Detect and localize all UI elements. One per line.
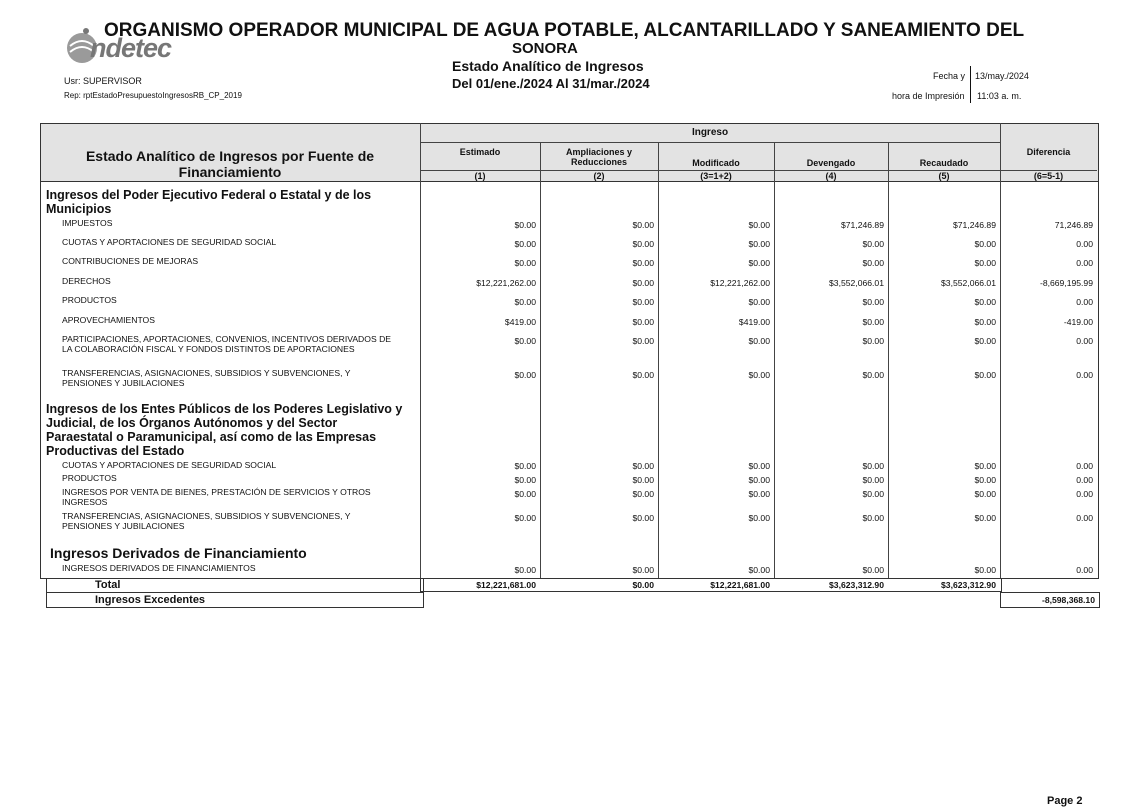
- table-cell: 0.00: [1076, 513, 1093, 523]
- row-label: DERECHOS: [62, 276, 111, 286]
- table-cell: $0.00: [514, 475, 536, 485]
- column-header-4: Recaudado: [919, 158, 969, 168]
- total-label: Total: [95, 579, 121, 591]
- row-label: CUOTAS Y APORTACIONES DE SEGURIDAD SOCIAL: [62, 237, 277, 247]
- table-cell: $0.00: [974, 475, 996, 485]
- table-cell: $0.00: [748, 513, 770, 523]
- table-cell: $0.00: [748, 258, 770, 268]
- table-cell: $0.00: [862, 370, 884, 380]
- row-label: CUOTAS Y APORTACIONES DE SEGURIDAD SOCIAL: [62, 460, 277, 470]
- table-cell: $0.00: [514, 513, 536, 523]
- table-cell: $0.00: [514, 297, 536, 307]
- table-cell: $12,221,262.00: [710, 278, 770, 288]
- table-cell: $0.00: [632, 461, 654, 471]
- excedentes-value: -8,598,368.10: [1041, 595, 1095, 605]
- table-cell: $0.00: [632, 565, 654, 575]
- table-cell: $0.00: [748, 461, 770, 471]
- table-cell: $0.00: [748, 370, 770, 380]
- table-cell: $0.00: [748, 220, 770, 230]
- time-label: hora de Impresión: [892, 91, 965, 101]
- table-cell: 0.00: [1076, 475, 1093, 485]
- table-cell: $0.00: [974, 565, 996, 575]
- table-cell: $0.00: [974, 461, 996, 471]
- table-cell: $0.00: [748, 297, 770, 307]
- table-cell: 71,246.89: [1054, 220, 1093, 230]
- table-cell: $0.00: [748, 489, 770, 499]
- row-label: PRODUCTOS: [62, 295, 117, 305]
- table-title: Estado Analítico de Ingresos por Fuente de Financiamiento: [85, 148, 375, 180]
- report-title: Estado Analítico de Ingresos: [452, 58, 644, 74]
- table-cell: $0.00: [632, 489, 654, 499]
- table-cell: 0.00: [1076, 370, 1093, 380]
- table-cell: 0.00: [1076, 297, 1093, 307]
- table-cell: $0.00: [862, 475, 884, 485]
- table-cell: $0.00: [862, 336, 884, 346]
- table-cell: $0.00: [514, 461, 536, 471]
- total-cell: $12,221,681.00: [710, 580, 770, 590]
- table-cell: $71,246.89: [952, 220, 996, 230]
- row-label: IMPUESTOS: [62, 218, 113, 228]
- row-label: CONTRIBUCIONES DE MEJORAS: [62, 256, 199, 266]
- column-header-2: Modificado: [692, 158, 740, 168]
- page-number: Page 2: [1047, 795, 1083, 807]
- row-label: PARTICIPACIONES, APORTACIONES, CONVENIOS, INCENTIVOS DERIVADOS DE LA COLABORACIÓN FISCAL Y FONDOS DISTINTOS DE APORTACIONES: [62, 334, 392, 354]
- table-cell: $0.00: [748, 565, 770, 575]
- table-cell: $0.00: [632, 336, 654, 346]
- ingreso-group-header: Ingreso: [691, 127, 729, 138]
- table-cell: $3,552,066.01: [941, 278, 996, 288]
- column-code-5: (6=5-1): [1033, 171, 1064, 181]
- user-label: Usr: SUPERVISOR: [64, 76, 142, 86]
- column-code-4: (5): [938, 171, 950, 181]
- table-cell: $419.00: [504, 317, 536, 327]
- section-title: Ingresos Derivados de Financiamiento: [50, 545, 307, 561]
- table-cell: $0.00: [514, 258, 536, 268]
- table-cell: $0.00: [862, 565, 884, 575]
- total-cell: $12,221,681.00: [476, 580, 536, 590]
- table-cell: $0.00: [514, 565, 536, 575]
- table-cell: $0.00: [862, 297, 884, 307]
- table-cell: $71,246.89: [840, 220, 884, 230]
- table-cell: $0.00: [632, 258, 654, 268]
- row-label: TRANSFERENCIAS, ASIGNACIONES, SUBSIDIOS Y SUBVENCIONES, Y PENSIONES Y JUBILACIONES: [62, 368, 351, 388]
- total-cell: $3,623,312.90: [941, 580, 996, 590]
- table-cell: $0.00: [862, 239, 884, 249]
- row-label: TRANSFERENCIAS, ASIGNACIONES, SUBSIDIOS Y SUBVENCIONES, Y PENSIONES Y JUBILACIONES: [62, 511, 351, 531]
- table-cell: $0.00: [514, 239, 536, 249]
- table-cell: $0.00: [974, 239, 996, 249]
- row-label: INGRESOS DERIVADOS DE FINANCIAMIENTOS: [62, 563, 256, 573]
- table-cell: -419.00: [1063, 317, 1093, 327]
- table-cell: $0.00: [862, 461, 884, 471]
- column-code-1: (2): [593, 171, 605, 181]
- table-cell: $0.00: [632, 297, 654, 307]
- table-cell: $0.00: [632, 475, 654, 485]
- table-cell: 0.00: [1076, 461, 1093, 471]
- row-label: INGRESOS POR VENTA DE BIENES, PRESTACIÓN DE SERVICIOS Y OTROS INGRESOS: [62, 487, 371, 507]
- date-value: 13/may./2024: [975, 71, 1029, 81]
- table-cell: 0.00: [1076, 336, 1093, 346]
- column-divider: [420, 123, 421, 578]
- column-divider: [1000, 123, 1001, 578]
- table-cell: $0.00: [632, 317, 654, 327]
- table-cell: $0.00: [514, 489, 536, 499]
- date-separator: [970, 66, 971, 103]
- excedentes-label: Ingresos Excedentes: [95, 594, 206, 606]
- table-cell: $0.00: [974, 336, 996, 346]
- organization-name: ORGANISMO OPERADOR MUNICIPAL DE AGUA POTABLE, ALCANTARILLADO Y SANEAMIENTO DEL: [104, 20, 1025, 41]
- table-cell: $0.00: [974, 370, 996, 380]
- report-id: Rep: rptEstadoPresupuestoIngresosRB_CP_2019: [64, 91, 242, 100]
- row-label: PRODUCTOS: [62, 473, 117, 483]
- state-name: SONORA: [512, 40, 578, 57]
- table-cell: $419.00: [738, 317, 770, 327]
- column-header-3: Devengado: [806, 158, 856, 168]
- header-divider: [420, 142, 1000, 143]
- table-cell: $0.00: [748, 475, 770, 485]
- section-title: Ingresos de los Entes Públicos de los Poderes Legislativo y Judicial, de los Órganos Autónomos y del Sector Paraestatal o Paramunicipal, así como de las Empresas Productivas del Estado: [46, 402, 403, 458]
- table-cell: $0.00: [862, 317, 884, 327]
- total-cell: $3,623,312.90: [829, 580, 884, 590]
- report-period: Del 01/ene./2024 Al 31/mar./2024: [452, 76, 650, 91]
- column-code-3: (4): [825, 171, 837, 181]
- table-cell: $0.00: [862, 513, 884, 523]
- column-header-1: Ampliaciones y Reducciones: [565, 147, 633, 167]
- column-code-2: (3=1+2): [700, 171, 732, 181]
- time-value: 11:03 a. m.: [977, 91, 1022, 101]
- column-header-0: Estimado: [459, 147, 501, 157]
- logo-text: ndetec: [90, 33, 172, 63]
- row-label: APROVECHAMIENTOS: [62, 315, 155, 325]
- table-cell: $0.00: [632, 278, 654, 288]
- section-title: Ingresos del Poder Ejecutivo Federal o Estatal y de los Municipios: [46, 188, 372, 216]
- table-cell: $0.00: [974, 258, 996, 268]
- table-cell: $12,221,262.00: [476, 278, 536, 288]
- table-cell: $0.00: [514, 370, 536, 380]
- table-cell: $0.00: [632, 370, 654, 380]
- table-cell: $0.00: [748, 239, 770, 249]
- table-cell: 0.00: [1076, 565, 1093, 575]
- table-cell: $3,552,066.01: [829, 278, 884, 288]
- table-cell: $0.00: [862, 258, 884, 268]
- table-cell: 0.00: [1076, 258, 1093, 268]
- table-cell: $0.00: [632, 239, 654, 249]
- table-cell: 0.00: [1076, 489, 1093, 499]
- table-cell: $0.00: [632, 220, 654, 230]
- table-cell: 0.00: [1076, 239, 1093, 249]
- column-header-5: Diferencia: [1026, 147, 1071, 157]
- table-cell: $0.00: [514, 336, 536, 346]
- column-code-0: (1): [474, 171, 486, 181]
- table-cell: $0.00: [974, 489, 996, 499]
- table-cell: $0.00: [862, 489, 884, 499]
- date-label: Fecha y: [933, 71, 966, 81]
- table-cell: $0.00: [748, 336, 770, 346]
- table-cell: $0.00: [514, 220, 536, 230]
- table-cell: $0.00: [974, 317, 996, 327]
- table-cell: -8,669,195.99: [1039, 278, 1093, 288]
- table-cell: $0.00: [974, 513, 996, 523]
- table-cell: $0.00: [974, 297, 996, 307]
- total-cell: $0.00: [632, 580, 654, 590]
- table-cell: $0.00: [632, 513, 654, 523]
